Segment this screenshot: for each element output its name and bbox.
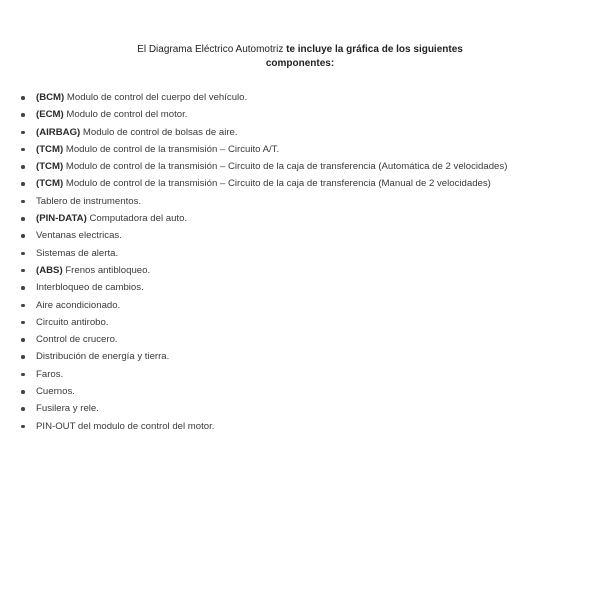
item-code: (BCM) — [36, 92, 65, 103]
list-item — [0, 227, 507, 244]
bullet-icon — [21, 373, 25, 377]
intro-paragraph — [0, 43, 600, 71]
item-text: PIN-OUT del modulo de control del motor. — [36, 420, 215, 432]
item-code: (PIN-DATA) — [36, 213, 87, 225]
list-item — [0, 89, 507, 106]
bullet-icon — [21, 321, 25, 325]
item-text: Modulo de control de la transmisión – Circuito de la caja de transferencia (Manual de 2 velocidades) — [63, 178, 491, 190]
list-item — [0, 106, 507, 123]
item-text: Frenos antibloqueo. — [62, 264, 151, 276]
list-item — [0, 141, 507, 158]
item-text: Circuito antirobo. — [36, 316, 109, 328]
component-list — [0, 89, 507, 435]
item-text: Modulo de control de la transmisión – Circuito de la caja de transferencia (Automática de 2 velocidades) — [63, 161, 508, 173]
item-text: Control de crucero. — [36, 334, 118, 346]
bullet-icon — [21, 269, 25, 273]
intro-line-2: componentes: — [265, 58, 335, 69]
item-code: (TCM) — [36, 178, 64, 190]
bullet-icon — [21, 407, 25, 411]
item-code: (ECM) — [36, 109, 64, 121]
bullet-icon — [21, 200, 25, 204]
bullet-icon — [21, 148, 25, 152]
item-text: Modulo de control de bolsas de aire. — [80, 126, 238, 138]
item-code: (ABS) — [36, 264, 63, 276]
list-item — [0, 245, 507, 262]
bullet-icon — [21, 165, 25, 169]
bullet-icon — [21, 96, 25, 100]
item-text: Faros. — [36, 368, 64, 380]
item-text: Sistemas de alerta. — [36, 247, 119, 259]
item-text: Modulo de control del cuerpo del vehículo. — [64, 92, 248, 103]
list-item — [0, 331, 507, 348]
intro-plain-text: El Diagrama Eléctrico Automotriz — [137, 44, 287, 55]
intro-bold-text: te incluye la gráfica de los siguientes — [286, 44, 463, 55]
list-item — [0, 279, 507, 296]
list-item — [0, 418, 507, 435]
bullet-icon — [21, 355, 25, 359]
item-text: Tablero de instrumentos. — [36, 195, 142, 207]
bullet-icon — [21, 131, 25, 135]
list-item — [0, 366, 507, 383]
list-item — [0, 193, 507, 210]
item-text: Modulo de control del motor. — [63, 109, 188, 121]
bullet-icon — [21, 217, 25, 221]
list-item — [0, 158, 507, 175]
list-item — [0, 210, 507, 227]
bullet-icon — [21, 338, 25, 342]
item-text: Ventanas electricas. — [36, 230, 122, 242]
item-text: Fusilera y rele. — [36, 403, 99, 415]
item-text: Cuernos. — [36, 386, 75, 398]
bullet-icon — [21, 390, 25, 394]
intro-line-1 — [0, 43, 600, 57]
bullet-icon — [21, 182, 25, 186]
list-item — [0, 400, 507, 417]
bullet-icon — [21, 304, 25, 308]
bullet-icon — [21, 425, 25, 429]
list-item — [0, 262, 507, 279]
item-text: Distribución de energía y tierra. — [36, 351, 170, 363]
list-item — [0, 175, 507, 192]
list-item — [0, 383, 507, 400]
item-text: Aire acondicionado. — [36, 299, 121, 311]
list-item — [0, 348, 507, 365]
list-item — [0, 314, 507, 331]
bullet-icon — [21, 113, 25, 117]
item-code: (AIRBAG) — [36, 126, 81, 138]
list-item — [0, 297, 507, 314]
item-code: (TCM) — [36, 143, 64, 155]
bullet-icon — [21, 234, 25, 238]
item-text: Interbloqueo de cambios. — [36, 282, 144, 294]
item-text: Modulo de control de la transmisión – Circuito A/T. — [63, 143, 280, 155]
item-text: Computadora del auto. — [86, 213, 188, 225]
bullet-icon — [21, 286, 25, 290]
list-item — [0, 124, 507, 141]
item-code: (TCM) — [36, 161, 64, 173]
bullet-icon — [21, 252, 25, 256]
